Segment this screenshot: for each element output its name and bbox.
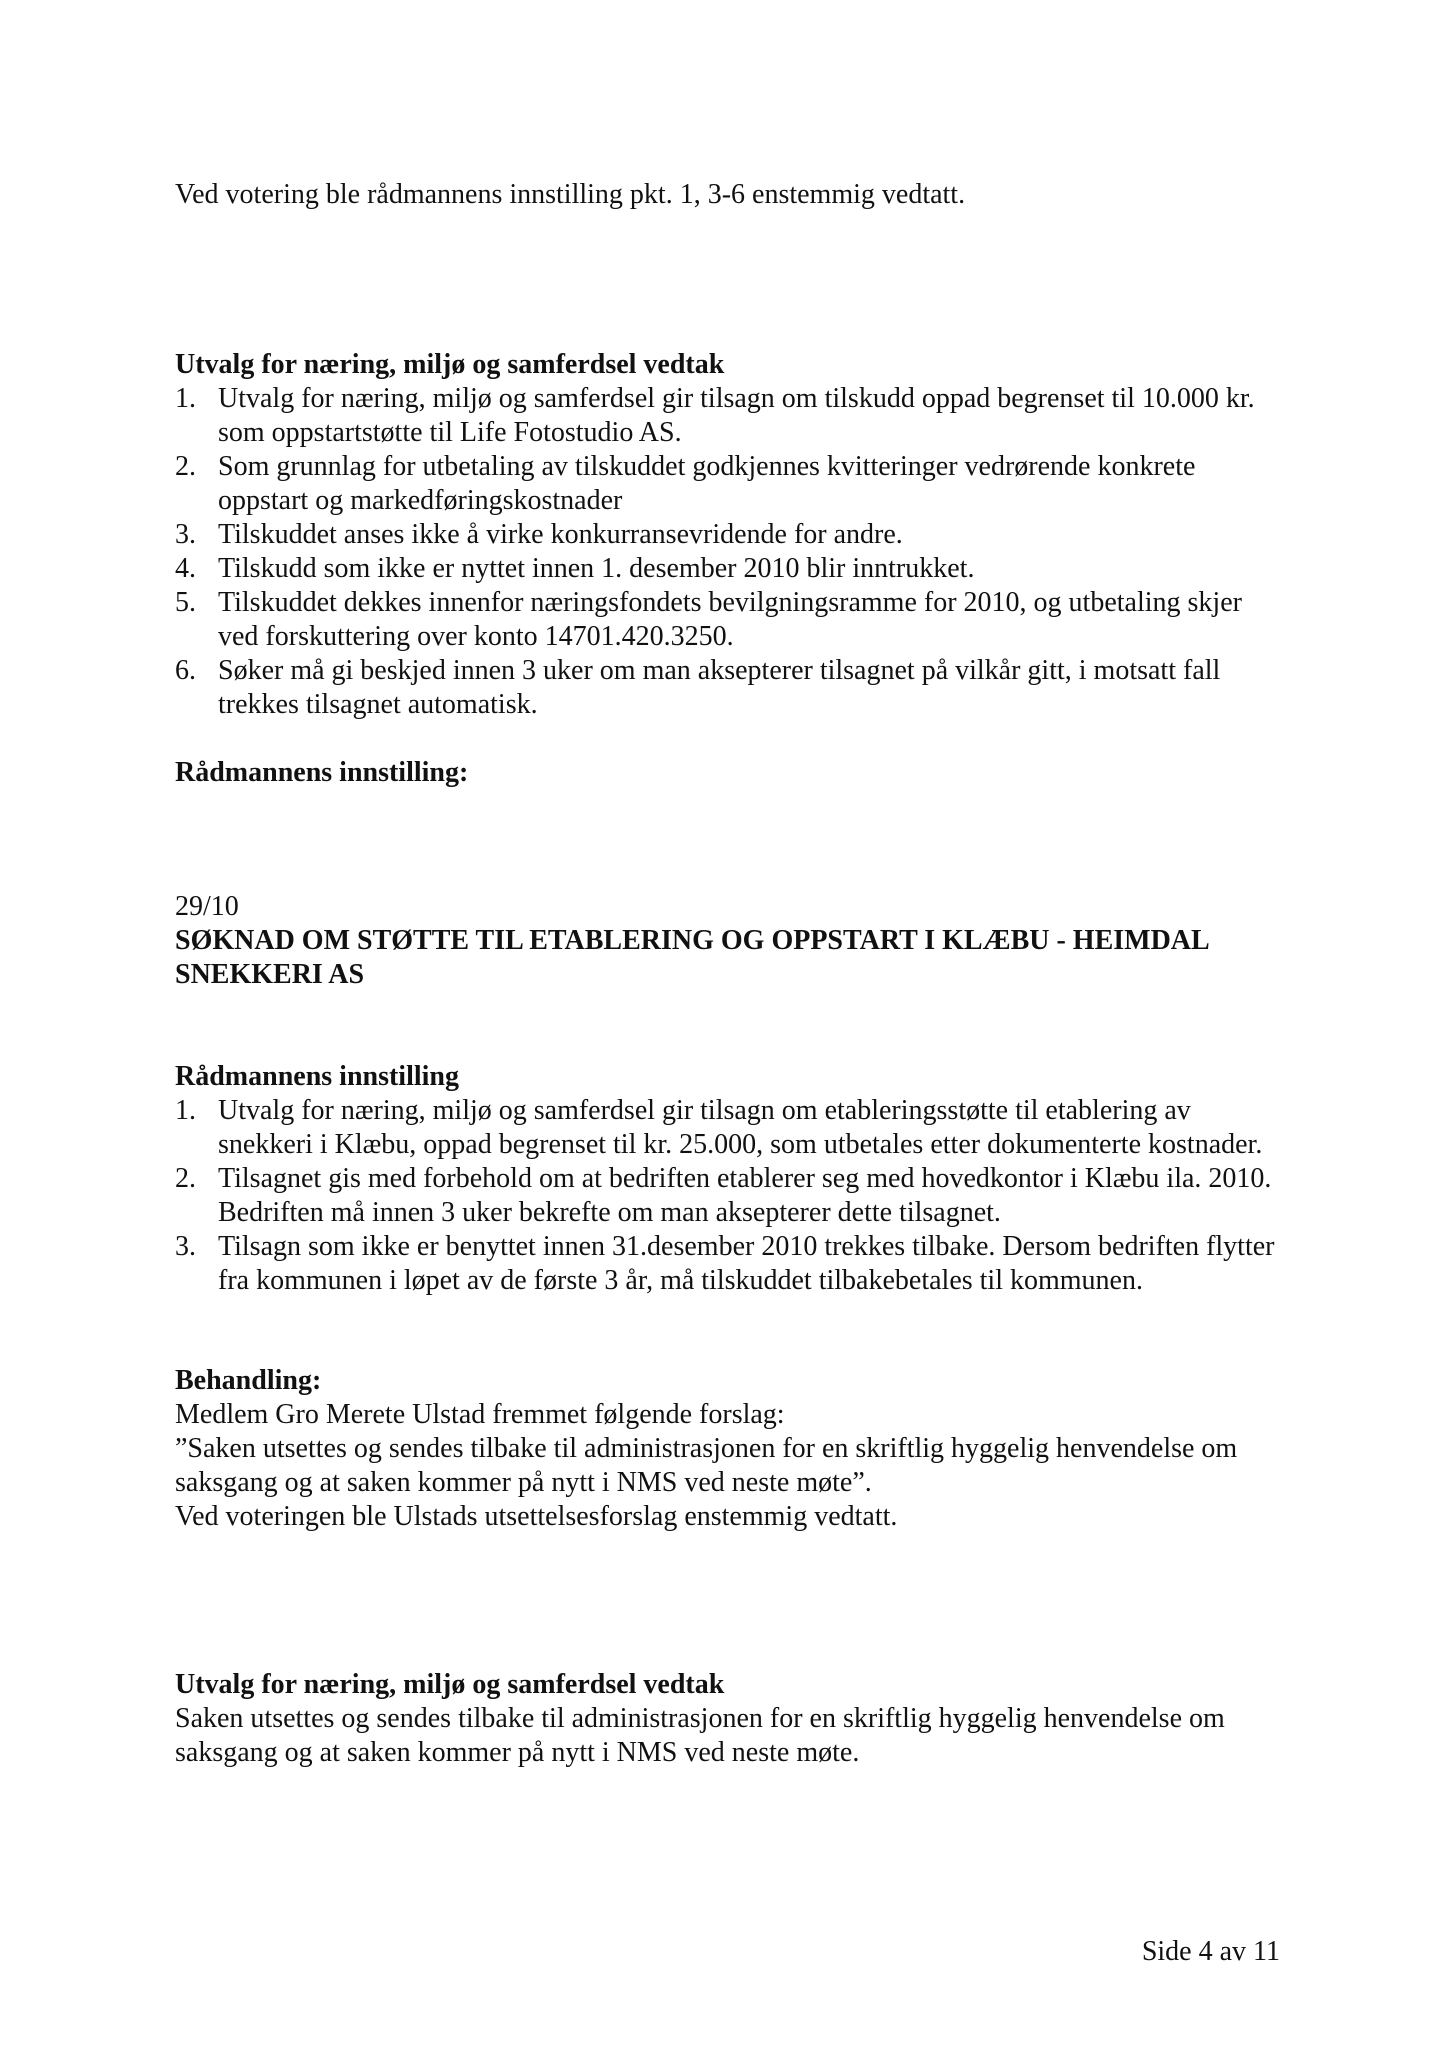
case-title: SØKNAD OM STØTTE TIL ETABLERING OG OPPSTART I KLÆBU - HEIMDAL SNEKKERI AS bbox=[175, 925, 1209, 990]
list-item: 3. Tilskuddet anses ikke å virke konkurransevridende for andre. bbox=[175, 519, 903, 550]
list-item: 4. Tilskudd som ikke er nyttet innen 1. desember 2010 blir inntrukket. bbox=[175, 553, 975, 584]
list-item: 5. Tilskuddet dekkes innenfor næringsfondets bevilgningsramme for 2010, og utbetaling skjer ved forskuttering over konto 14701.420.3250. bbox=[175, 587, 1242, 652]
list-item: 6. Søker må gi beskjed innen 3 uker om man aksepterer tilsagnet på vilkår gitt, i motsatt fall trekkes tilsagnet automatisk. bbox=[175, 655, 1221, 720]
list-item: 2. Tilsagnet gis med forbehold om at bedriften etablerer seg med hovedkontor i Klæbu ila. 2010. Bedriften må innen 3 uker bekrefte om man aksepterer dette tilsagnet. bbox=[175, 1163, 1272, 1228]
case-number: 29/10 bbox=[175, 891, 239, 922]
intro-text: Ved votering ble rådmannens innstilling pkt. 1, 3-6 enstemmig vedtatt. bbox=[175, 179, 966, 210]
list-item: 1. Utvalg for næring, miljø og samferdsel gir tilsagn om tilskudd oppad begrenset til 10.000 kr. som oppstartstøtte til Life Fotostudio AS. bbox=[175, 383, 1255, 448]
vedtak1-list bbox=[175, 382, 1285, 722]
behandling-vote: Ved voteringen ble Ulstads utsettelsesforslag enstemmig vedtatt. bbox=[175, 1501, 898, 1532]
vedtak2-heading: Utvalg for næring, miljø og samferdsel vedtak bbox=[175, 1669, 725, 1700]
page-number: Side 4 av 11 bbox=[1141, 1936, 1280, 1967]
radmann-heading-1: Rådmannens innstilling: bbox=[175, 757, 469, 788]
behandling-line-1: Medlem Gro Merete Ulstad fremmet følgende forslag: bbox=[175, 1399, 785, 1430]
behandling-heading: Behandling: bbox=[175, 1365, 322, 1396]
list-item: 2. Som grunnlag for utbetaling av tilskuddet godkjennes kvitteringer vedrørende konkrete oppstart og markedføringskostnader bbox=[175, 451, 1196, 516]
list-item: 3. Tilsagn som ikke er benyttet innen 31.desember 2010 trekkes tilbake. Dersom bedriften flytter fra kommunen i løpet av de første 3 år, må tilskuddet tilbakebetales til kommunen. bbox=[175, 1231, 1275, 1296]
vedtak1-heading: Utvalg for næring, miljø og samferdsel vedtak bbox=[175, 349, 725, 380]
innstilling-list bbox=[175, 1094, 1285, 1298]
list-item: 1. Utvalg for næring, miljø og samferdsel gir tilsagn om etableringsstøtte til etablering av snekkeri i Klæbu, oppad begrenset til kr. 25.000, som utbetales etter dokumenterte kostnader. bbox=[175, 1095, 1263, 1160]
innstilling-heading: Rådmannens innstilling bbox=[175, 1061, 459, 1092]
behandling-proposal: ”Saken utsettes og sendes tilbake til administrasjonen for en skriftlig hyggelig henvendelse om saksgang og at saken kommer på nytt i NMS ved neste møte”. bbox=[175, 1433, 1238, 1498]
vedtak2-text: Saken utsettes og sendes tilbake til administrasjonen for en skriftlig hyggelig henvendelse om saksgang og at saken kommer på nytt i NMS ved neste møte. bbox=[175, 1703, 1225, 1768]
